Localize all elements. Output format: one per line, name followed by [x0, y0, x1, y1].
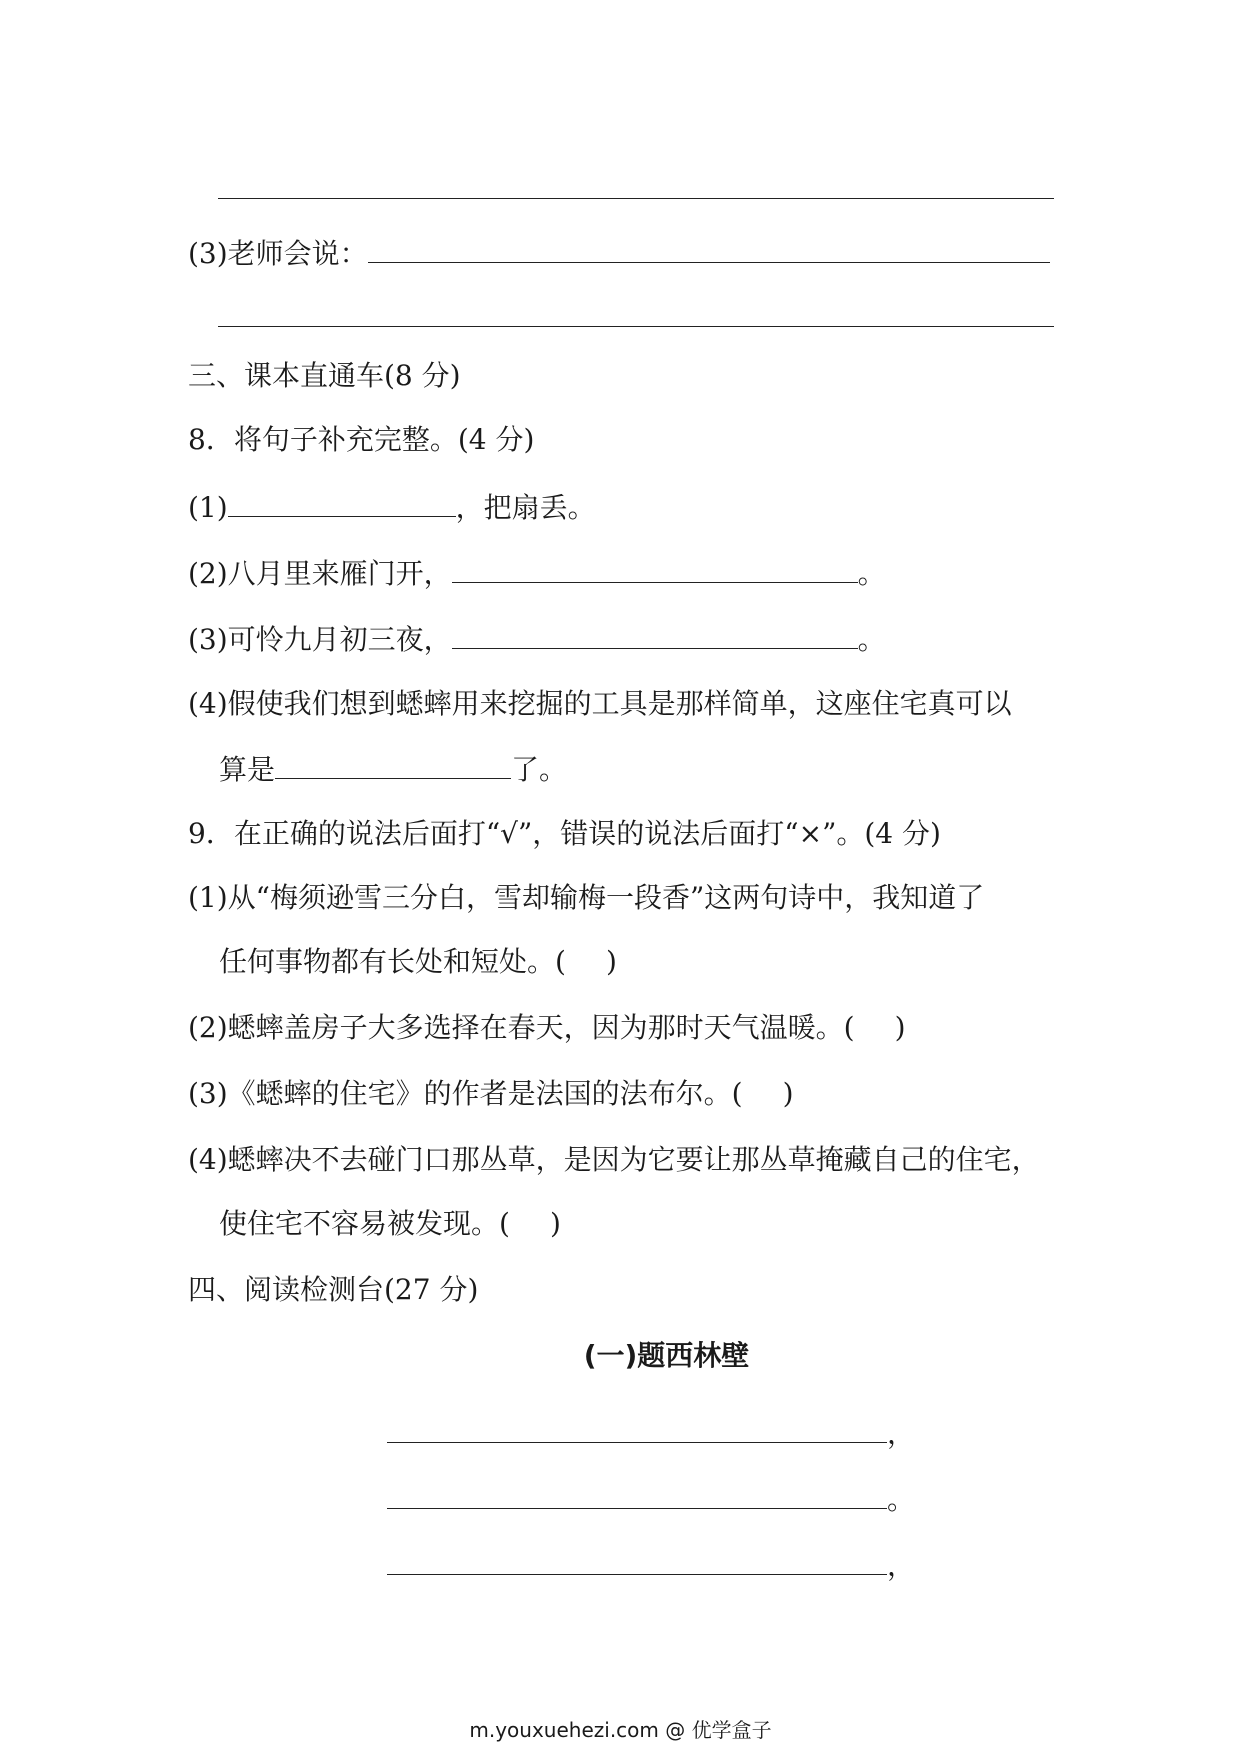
- q9-item2: [188, 1008, 906, 1048]
- poem-line-1-blank[interactable]: [387, 1412, 887, 1443]
- footer-watermark: m.youxuehezi.com @ 优学盒子: [469, 1718, 772, 1742]
- answer-line-top[interactable]: [218, 198, 1054, 199]
- q8-item4-line2: [219, 748, 567, 790]
- q9-item1-text: 任何事物都有长处和短处。(: [219, 945, 566, 978]
- q8-item2-blank[interactable]: [452, 552, 858, 583]
- q8-item1-prefix: (1): [188, 491, 228, 524]
- q9-item1-close-paren: ): [605, 945, 617, 978]
- q9-item3: [188, 1074, 794, 1114]
- q8-item4-blank[interactable]: [275, 748, 511, 779]
- q7-item3-blank[interactable]: [368, 232, 1050, 263]
- q8-item2-prefix: (2)八月里来雁门开，: [188, 557, 452, 590]
- q8-item1: [188, 486, 596, 528]
- q9-item1-line1: (1)从“梅须逊雪三分白，雪却输梅一段香”这两句诗中，我知道了: [188, 881, 985, 914]
- q8-stem: 8．将句子补充完整。(4 分): [188, 423, 535, 456]
- poem-line-2-punct: 。: [887, 1483, 916, 1516]
- section4-heading: 四、阅读检测台(27 分): [188, 1273, 479, 1306]
- q9-item2-close-paren: ): [894, 1011, 906, 1044]
- q8-item2-suffix: 。: [857, 557, 886, 590]
- q8-item2: [188, 552, 886, 594]
- poem-line-2: [387, 1478, 915, 1520]
- q9-item2-text: (2)蟋蟀盖房子大多选择在春天，因为那时天气温暖。(: [188, 1011, 855, 1044]
- q8-item3-suffix: 。: [857, 623, 886, 656]
- poem-line-3: [387, 1544, 915, 1586]
- q8-item4-prefix: 算是: [219, 753, 276, 786]
- q9-item1-line2: [219, 942, 617, 982]
- q8-item3-blank[interactable]: [452, 618, 858, 649]
- q7-item3: [188, 232, 1050, 274]
- q9-item4-text: 使住宅不容易被发现。(: [219, 1207, 510, 1240]
- q8-item3: [188, 618, 886, 660]
- q7-item3-label: (3)老师会说：: [188, 237, 368, 270]
- q9-item4-close-paren: ): [549, 1207, 561, 1240]
- q8-item1-blank[interactable]: [228, 486, 456, 517]
- q9-item3-close-paren: ): [782, 1077, 794, 1110]
- q9-item3-text: (3)《蟋蟀的住宅》的作者是法国的法布尔。(: [188, 1077, 743, 1110]
- poem-line-2-blank[interactable]: [387, 1478, 887, 1509]
- q9-stem: 9．在正确的说法后面打“√”，错误的说法后面打“×”。(4 分): [188, 817, 941, 850]
- poem-line-1-punct: ，: [887, 1417, 916, 1450]
- q8-item4-suffix: 了。: [511, 753, 568, 786]
- q8-item3-prefix: (3)可怜九月初三夜，: [188, 623, 452, 656]
- section3-heading: 三、课本直通车(8 分): [188, 359, 461, 392]
- q9-item4-line1: (4)蟋蟀决不去碰门口那丛草，是因为它要让那丛草掩藏自己的住宅，: [188, 1143, 1040, 1176]
- poem-line-1: [387, 1412, 915, 1454]
- poem-line-3-blank[interactable]: [387, 1544, 887, 1575]
- answer-line-q7-item3-continued[interactable]: [218, 326, 1054, 327]
- poem-title: (一)题西林壁: [583, 1339, 750, 1372]
- q8-item4-line1: (4)假使我们想到蟋蟀用来挖掘的工具是那样简单，这座住宅真可以: [188, 687, 1012, 720]
- q8-item1-suffix: ，把扇丢。: [455, 491, 596, 524]
- poem-line-3-punct: ，: [887, 1549, 916, 1582]
- q9-item4-line2: [219, 1204, 561, 1244]
